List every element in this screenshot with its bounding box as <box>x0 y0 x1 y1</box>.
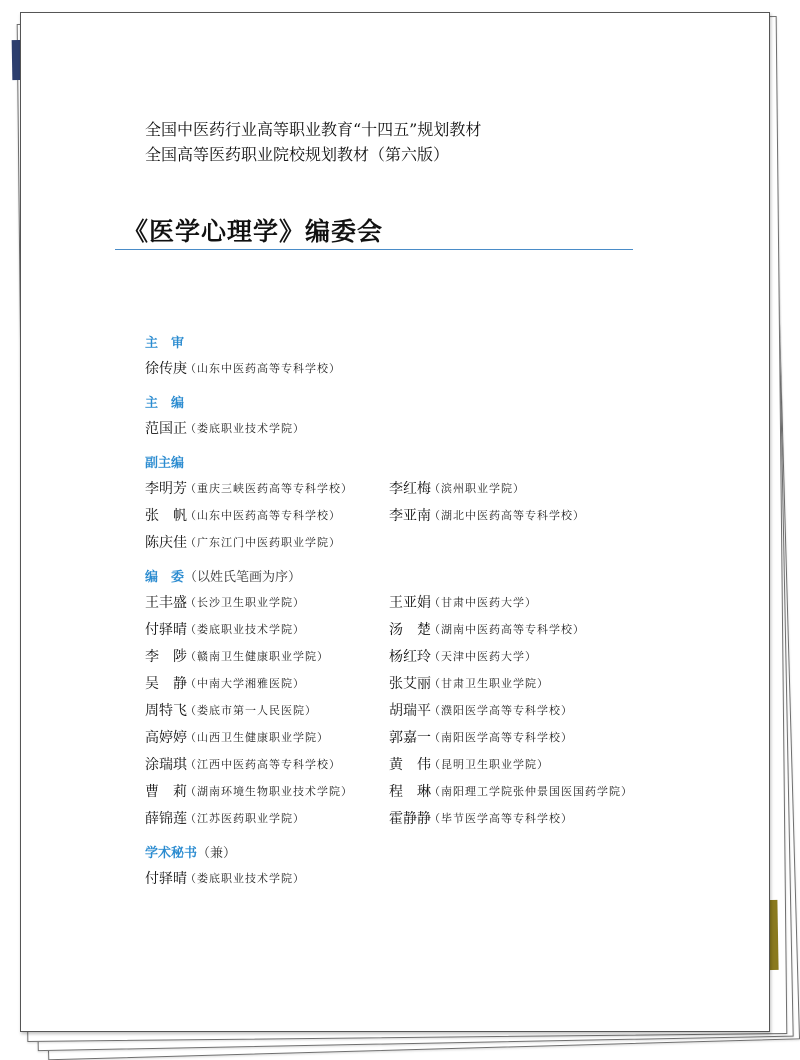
member-entry <box>145 505 389 525</box>
member-name: 李亚南 <box>389 507 431 524</box>
member-affiliation: （娄底职业技术学院） <box>185 622 305 636</box>
member-name: 付驿晴 <box>145 870 187 887</box>
member-affiliation: （湖北中医药高等专科学校） <box>429 508 585 522</box>
member-row <box>145 777 765 804</box>
section-heading <box>145 569 765 588</box>
member-affiliation: （湖南环境生物职业技术学院） <box>185 784 353 798</box>
member-affiliation: （南阳理工学院张仲景国医国药学院） <box>429 784 633 798</box>
member-row <box>145 750 765 777</box>
member-entry <box>145 532 389 552</box>
member-row <box>145 696 765 723</box>
series-line-2: 全国高等医药职业院校规划教材（第六版） <box>145 145 450 164</box>
section-secretary <box>145 845 765 891</box>
member-name: 程 琳 <box>389 783 431 800</box>
member-row <box>145 474 765 501</box>
member-affiliation: （娄底职业技术学院） <box>185 421 305 435</box>
section-deputy-editors <box>145 455 765 555</box>
member-row <box>145 354 765 381</box>
section-editorial-board <box>145 569 765 831</box>
member-row <box>145 588 765 615</box>
member-affiliation: （长沙卫生职业学院） <box>185 595 305 609</box>
member-name: 霍静静 <box>389 810 431 827</box>
committee-list <box>145 335 765 905</box>
member-row <box>145 501 765 528</box>
member-row <box>145 669 765 696</box>
member-entry <box>389 754 719 774</box>
member-affiliation: （江苏医药职业学院） <box>185 811 305 825</box>
section-heading: 主 审 <box>145 336 185 351</box>
member-row <box>145 414 765 441</box>
member-entry <box>389 619 719 639</box>
member-name: 周特飞 <box>145 702 187 719</box>
member-affiliation: （娄底市第一人民医院） <box>185 703 317 717</box>
member-name: 汤 楚 <box>389 621 431 638</box>
member-affiliation: （中南大学湘雅医院） <box>185 676 305 690</box>
member-entry <box>389 727 719 747</box>
member-entry <box>145 808 389 828</box>
section-heading <box>145 845 765 864</box>
section-heading-label: 编 委 <box>145 570 185 585</box>
member-name: 范国正 <box>145 420 187 437</box>
member-entry <box>389 700 719 720</box>
member-name: 涂瑞琪 <box>145 756 187 773</box>
member-name: 李红梅 <box>389 480 431 497</box>
member-entry <box>145 673 389 693</box>
member-name: 王亚娟 <box>389 594 431 611</box>
member-affiliation: （南阳医学高等专科学校） <box>429 730 573 744</box>
member-entry <box>145 727 389 747</box>
member-entry <box>389 673 719 693</box>
member-affiliation: （广东江门中医药职业学院） <box>185 535 341 549</box>
section-heading: 主 编 <box>145 396 185 411</box>
member-row <box>145 804 765 831</box>
member-name: 李明芳 <box>145 480 187 497</box>
member-row <box>145 528 765 555</box>
title-divider <box>115 249 633 250</box>
member-entry <box>389 592 719 612</box>
member-entry <box>145 781 389 801</box>
document-page <box>20 12 770 1032</box>
member-row <box>145 723 765 750</box>
section-heading-label: 学术秘书 <box>145 846 198 861</box>
member-affiliation: （甘肃卫生职业学院） <box>429 676 549 690</box>
member-entry <box>389 646 719 666</box>
member-entry <box>145 646 389 666</box>
member-affiliation: （赣南卫生健康职业学院） <box>185 649 329 663</box>
member-affiliation: （山东中医药高等专科学校） <box>185 361 341 375</box>
member-name: 胡瑞平 <box>389 702 431 719</box>
member-name: 吴 静 <box>145 675 187 692</box>
section-heading: 副主编 <box>145 456 185 471</box>
section-heading-note: （兼） <box>197 846 237 861</box>
section-heading-note: （以姓氏笔画为序） <box>184 570 302 585</box>
member-entry <box>145 418 389 438</box>
member-name: 王丰盛 <box>145 594 187 611</box>
member-entry <box>145 592 389 612</box>
member-name: 郭嘉一 <box>389 729 431 746</box>
member-name: 薛锦莲 <box>145 810 187 827</box>
section-chief-reviewer <box>145 335 765 381</box>
series-info <box>145 117 481 167</box>
member-name: 曹 莉 <box>145 783 187 800</box>
member-entry <box>389 808 719 828</box>
member-affiliation: （昆明卫生职业学院） <box>429 757 549 771</box>
member-name: 张艾丽 <box>389 675 431 692</box>
member-affiliation: （滨州职业学院） <box>429 481 525 495</box>
section-chief-editor <box>145 395 765 441</box>
member-entry <box>389 478 719 498</box>
member-affiliation: （江西中医药高等专科学校） <box>185 757 341 771</box>
member-name: 陈庆佳 <box>145 534 187 551</box>
member-entry <box>145 754 389 774</box>
member-affiliation: （娄底职业技术学院） <box>185 871 305 885</box>
member-entry <box>145 358 389 378</box>
member-row <box>145 864 765 891</box>
member-affiliation: （濮阳医学高等专科学校） <box>429 703 573 717</box>
member-name: 徐传庚 <box>145 360 187 377</box>
series-line-1: 全国中医药行业高等职业教育“十四五”规划教材 <box>145 120 482 139</box>
member-entry <box>145 868 389 888</box>
member-name: 高婷婷 <box>145 729 187 746</box>
member-entry <box>145 619 389 639</box>
member-entry <box>145 700 389 720</box>
member-name: 黄 伟 <box>389 756 431 773</box>
member-name: 杨红玲 <box>389 648 431 665</box>
member-affiliation: （湖南中医药高等专科学校） <box>429 622 585 636</box>
member-entry <box>389 505 719 525</box>
member-name: 付驿晴 <box>145 621 187 638</box>
member-name: 李 陟 <box>145 648 187 665</box>
member-affiliation: （山西卫生健康职业学院） <box>185 730 329 744</box>
member-row <box>145 642 765 669</box>
member-affiliation: （天津中医药大学） <box>429 649 537 663</box>
member-affiliation: （山东中医药高等专科学校） <box>185 508 341 522</box>
member-affiliation: （甘肃中医药大学） <box>429 595 537 609</box>
member-row <box>145 615 765 642</box>
member-entry <box>145 478 389 498</box>
page-title: 《医学心理学》编委会 <box>123 217 384 246</box>
member-affiliation: （重庆三峡医药高等专科学校） <box>185 481 353 495</box>
member-name: 张 帆 <box>145 507 187 524</box>
member-entry <box>389 781 719 801</box>
member-affiliation: （毕节医学高等专科学校） <box>429 811 573 825</box>
